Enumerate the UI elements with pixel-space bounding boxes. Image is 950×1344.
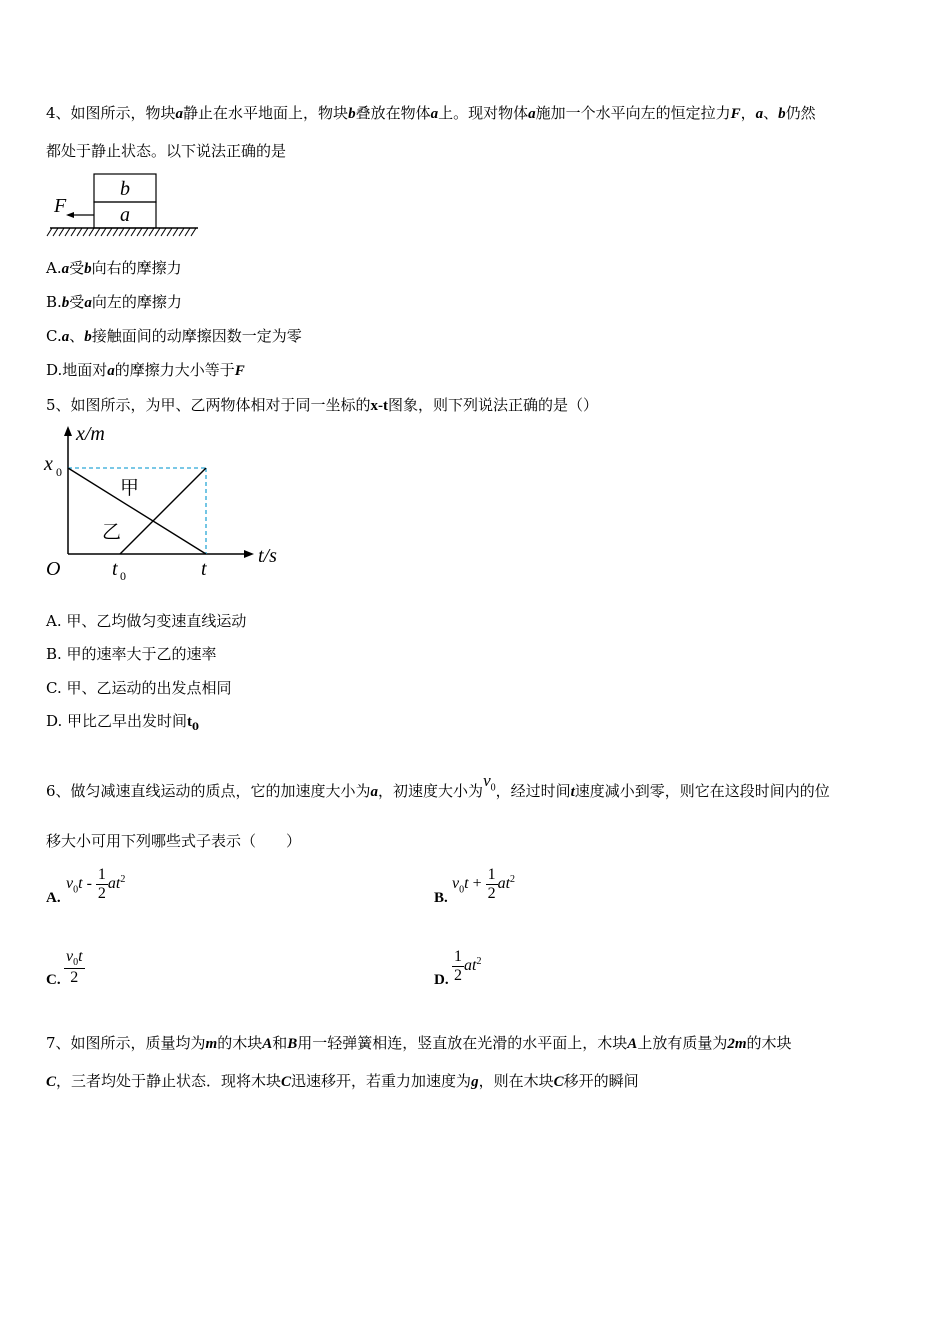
hatch-mark bbox=[47, 228, 52, 236]
var: a bbox=[61, 329, 70, 345]
v: v bbox=[66, 948, 74, 965]
formula-A bbox=[66, 866, 125, 903]
at: at bbox=[497, 875, 511, 893]
q7-text: 和 bbox=[272, 1034, 288, 1052]
hatch-mark bbox=[179, 228, 184, 236]
hatch-mark bbox=[95, 228, 100, 236]
x-axis-label: t/s bbox=[258, 545, 277, 567]
hatch-mark bbox=[167, 228, 172, 236]
numerator: 1 bbox=[487, 866, 496, 883]
denominator: 2 bbox=[487, 885, 496, 902]
numerator: 1 bbox=[454, 948, 462, 965]
subscript: 0 bbox=[490, 782, 496, 794]
var: a bbox=[107, 363, 115, 379]
hatch-mark bbox=[89, 228, 94, 236]
q6-text: ，经过时间 bbox=[495, 782, 571, 800]
q7-stem-line1 bbox=[46, 1032, 792, 1053]
var-a: a bbox=[370, 784, 379, 800]
var-b: b bbox=[778, 106, 786, 122]
fraction bbox=[452, 948, 464, 985]
v0-symbol bbox=[483, 771, 496, 794]
var-a: a bbox=[755, 106, 764, 122]
var-F: F bbox=[730, 106, 741, 122]
force-arrowhead bbox=[66, 212, 74, 218]
text: 接触面间的动摩擦因数一定为零 bbox=[91, 327, 302, 345]
var: a bbox=[61, 261, 70, 277]
var-C: C bbox=[46, 1074, 57, 1090]
var-a: a bbox=[430, 106, 439, 122]
hatch-mark bbox=[149, 228, 154, 236]
var: b bbox=[61, 295, 70, 311]
fraction bbox=[486, 866, 498, 903]
q7-stem-line2 bbox=[46, 1070, 639, 1091]
q4-text: 4、如图所示，物块 bbox=[46, 104, 176, 122]
numerator: 1 bbox=[97, 866, 106, 883]
var: b bbox=[84, 261, 92, 277]
var-a: a bbox=[175, 106, 184, 122]
option-prefix: A. bbox=[46, 259, 62, 277]
q7-text: 的木块 bbox=[217, 1034, 263, 1052]
hatch-mark bbox=[161, 228, 166, 236]
var-m: m bbox=[205, 1036, 218, 1052]
t-label: t bbox=[201, 558, 207, 580]
q7-text: 的木块 bbox=[746, 1034, 792, 1052]
q4-text: ， bbox=[740, 104, 756, 122]
var: a bbox=[84, 295, 92, 311]
label-a: a bbox=[120, 204, 130, 226]
var-C: C bbox=[281, 1074, 292, 1090]
option-prefix: C. bbox=[46, 327, 62, 345]
q4-block-figure bbox=[46, 170, 206, 242]
jia-label: 甲 bbox=[120, 477, 140, 499]
numerator bbox=[64, 948, 85, 969]
y-axis-label: x/m bbox=[76, 423, 105, 445]
q5-stem bbox=[46, 394, 598, 415]
v-letter: v bbox=[483, 771, 491, 790]
var-B: B bbox=[287, 1036, 298, 1052]
hatch-mark bbox=[155, 228, 160, 236]
formula-D bbox=[452, 948, 481, 985]
hatch-mark bbox=[185, 228, 190, 236]
hatch-mark bbox=[107, 228, 112, 236]
q6-text: 6、做匀减速直线运动的质点，它的加速度大小为 bbox=[46, 782, 371, 800]
q5-option-A[interactable]: A. 甲、乙均做匀变速直线运动 bbox=[46, 612, 247, 630]
hatch-mark bbox=[125, 228, 130, 236]
t0-label: t bbox=[112, 558, 118, 580]
text: 受 bbox=[69, 293, 85, 311]
x0-sub: 0 bbox=[56, 465, 62, 479]
text: 地面对 bbox=[62, 361, 108, 379]
option-label: A. bbox=[46, 890, 61, 906]
sup: 2 bbox=[120, 873, 126, 885]
denominator: 2 bbox=[454, 967, 462, 984]
q7-text: 迅速移开，若重力加速度为 bbox=[291, 1072, 472, 1090]
q4-stem-line1 bbox=[46, 102, 816, 123]
option-label: C. bbox=[46, 972, 61, 988]
hatch-mark bbox=[101, 228, 106, 236]
hatch-mark bbox=[113, 228, 118, 236]
label-b: b bbox=[120, 178, 130, 200]
label-F: F bbox=[54, 195, 67, 217]
q4-text: 上。现对物体 bbox=[438, 104, 529, 122]
hatch-mark bbox=[71, 228, 76, 236]
var: F bbox=[234, 363, 245, 379]
text: 、 bbox=[69, 327, 85, 345]
formula-C bbox=[64, 948, 85, 987]
option-prefix: D. bbox=[46, 361, 63, 379]
q7-text: ，则在木块 bbox=[478, 1072, 554, 1090]
sup: 2 bbox=[510, 873, 516, 885]
q5-xt: x-t bbox=[370, 398, 389, 414]
q4-text: 施加一个水平向左的恒定拉力 bbox=[535, 104, 731, 122]
formula-B bbox=[452, 866, 515, 903]
q4-text: 静止在水平地面上，物块 bbox=[183, 104, 349, 122]
q7-text: 7、如图所示，质量均为 bbox=[46, 1034, 206, 1052]
origin-label: O bbox=[46, 558, 61, 580]
hatch-mark bbox=[65, 228, 70, 236]
text: 受 bbox=[69, 259, 85, 277]
at: at bbox=[107, 875, 121, 893]
q4-text: 、 bbox=[763, 104, 779, 122]
hatch-mark bbox=[119, 228, 124, 236]
text: 向右的摩擦力 bbox=[91, 259, 182, 277]
option-label: B. bbox=[434, 890, 448, 906]
var-A: A bbox=[262, 1036, 273, 1052]
q5-option-C[interactable]: C. 甲、乙运动的出发点相同 bbox=[46, 679, 232, 697]
var-A: A bbox=[627, 1036, 638, 1052]
denominator: 2 bbox=[97, 885, 106, 902]
hatch-mark bbox=[137, 228, 142, 236]
at: at bbox=[464, 957, 477, 975]
op: - bbox=[86, 875, 92, 893]
var-2m: 2m bbox=[727, 1036, 747, 1052]
q7-text: ，三者均处于静止状态．现将木块 bbox=[56, 1072, 282, 1090]
ground-hatch bbox=[47, 228, 196, 236]
q5-option-D[interactable] bbox=[46, 710, 199, 733]
sub: 0 bbox=[73, 884, 79, 896]
x0-label: x bbox=[44, 453, 53, 475]
v: v bbox=[66, 875, 74, 893]
yi-label: 乙 bbox=[102, 521, 122, 543]
t: t bbox=[464, 875, 469, 893]
q4-text: 叠放在物体 bbox=[355, 104, 431, 122]
text: 的摩擦力大小等于 bbox=[114, 361, 235, 379]
hatch-mark bbox=[131, 228, 136, 236]
q4-option-D[interactable] bbox=[46, 359, 245, 380]
sub: 0 bbox=[459, 884, 465, 896]
q6-text: ，初速度大小为 bbox=[378, 782, 484, 800]
hatch-mark bbox=[143, 228, 148, 236]
q6-text: 速度减小到零，则它在这段时间内的位 bbox=[574, 782, 830, 800]
t: t bbox=[78, 875, 83, 893]
op: + bbox=[472, 875, 482, 893]
q7-text: 上放有质量为 bbox=[637, 1034, 728, 1052]
q5-text: 5、如图所示，为甲、乙两物体相对于同一坐标的 bbox=[46, 396, 371, 414]
fraction bbox=[64, 948, 85, 987]
v: v bbox=[452, 875, 460, 893]
hatch-mark bbox=[83, 228, 88, 236]
sub: 0 bbox=[73, 957, 79, 969]
var-t0: t bbox=[187, 714, 193, 730]
q5-xt-graph bbox=[40, 418, 290, 586]
q5-option-B[interactable]: B. 甲的速率大于乙的速率 bbox=[46, 645, 217, 663]
q5-text: 图象，则下列说法正确的是（） bbox=[388, 396, 599, 414]
hatch-mark bbox=[59, 228, 64, 236]
x-axis-arrow bbox=[244, 550, 254, 558]
var-t: t bbox=[570, 784, 575, 800]
y-axis-arrow bbox=[64, 426, 72, 436]
q4-text: 仍然 bbox=[785, 104, 816, 122]
t0-sub: 0 bbox=[120, 569, 126, 583]
fraction bbox=[96, 866, 108, 903]
subscript: 0 bbox=[192, 722, 199, 733]
var-g: g bbox=[471, 1074, 479, 1090]
q4-option-A[interactable] bbox=[46, 257, 182, 278]
var-a: a bbox=[528, 106, 536, 122]
denominator: 2 bbox=[70, 969, 79, 987]
q4-option-C[interactable] bbox=[46, 325, 302, 346]
q4-stem-line2: 都处于静止状态。以下说法正确的是 bbox=[46, 142, 287, 160]
option-prefix: B. bbox=[46, 293, 62, 311]
q4-option-B[interactable] bbox=[46, 291, 182, 312]
hatch-mark bbox=[53, 228, 58, 236]
hatch-mark bbox=[173, 228, 178, 236]
var-C: C bbox=[553, 1074, 564, 1090]
option-text: D. 甲比乙早出发时间 bbox=[46, 712, 188, 730]
text: 向左的摩擦力 bbox=[91, 293, 182, 311]
q6-stem-line2: 移大小可用下列哪些式子表示（ ） bbox=[46, 832, 302, 850]
var-b: b bbox=[348, 106, 356, 122]
option-label: D. bbox=[434, 972, 449, 988]
hatch-mark bbox=[191, 228, 196, 236]
var: b bbox=[84, 329, 92, 345]
q7-text: 用一轻弹簧相连，竖直放在光滑的水平面上，木块 bbox=[297, 1034, 628, 1052]
hatch-mark bbox=[77, 228, 82, 236]
q6-stem-line1 bbox=[46, 771, 830, 803]
sup: 2 bbox=[476, 955, 482, 967]
t: t bbox=[78, 948, 83, 965]
q7-text: 移开的瞬间 bbox=[563, 1072, 639, 1090]
